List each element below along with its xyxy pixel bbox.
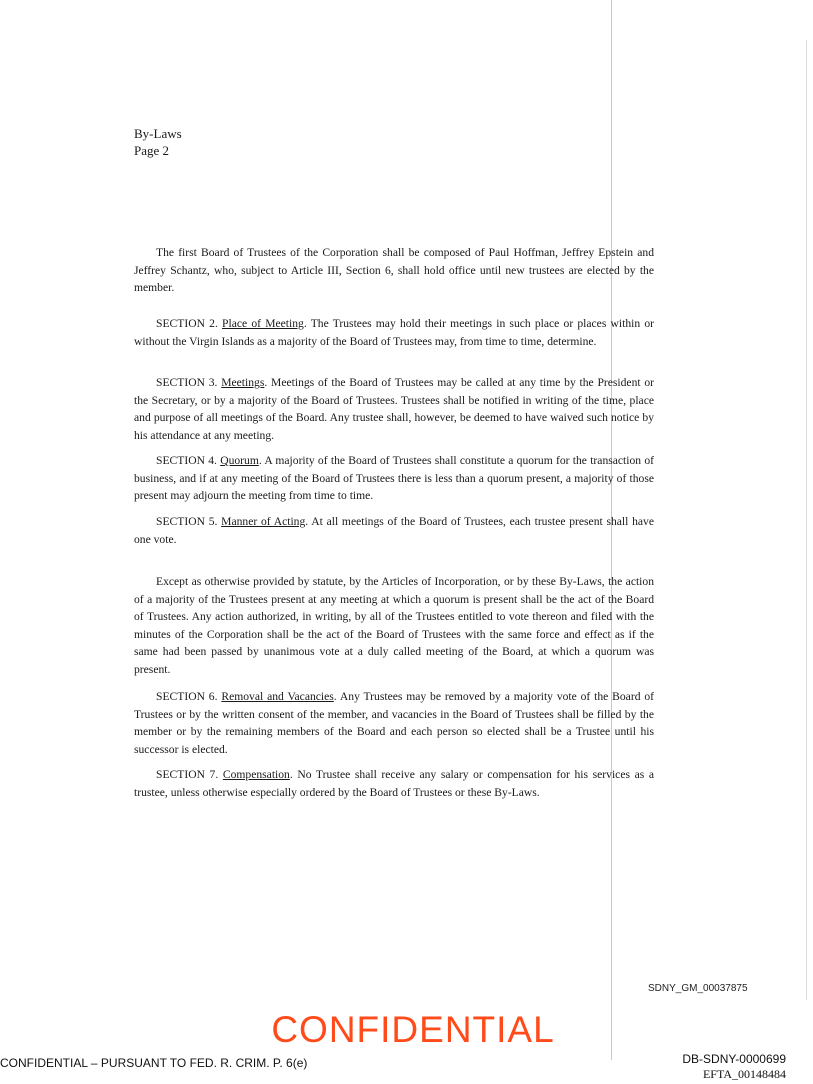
confidential-stamp: CONFIDENTIAL xyxy=(271,1009,555,1050)
section-number: SECTION 6. xyxy=(156,690,218,703)
section-title: Place of Meeting xyxy=(222,317,304,330)
paragraph-section-7: SECTION 7. Compensation. No Trustee shall receive any salary or compensation for his services as a trustee, unless otherwise especially ordered by the Board of Trustees or these By-Laws. xyxy=(134,768,655,799)
footer-confidential-notice: CONFIDENTIAL – PURSUANT TO FED. R. CRIM. P. 6(e) xyxy=(0,1056,308,1070)
scan-edge-line-right xyxy=(806,40,807,1000)
header-title: By-Laws xyxy=(134,126,182,141)
paragraph-section-5: SECTION 5. Manner of Acting. At all meetings of the Board of Trustees, each trustee present shall have one vote. xyxy=(134,515,654,546)
efta-number: EFTA_00148484 xyxy=(702,1067,786,1081)
footer-bates xyxy=(682,1052,786,1082)
paragraph-section-3: SECTION 3. Meetings. Meetings of the Board of Trustees may be called at any time by the President or the Secretary, or by a majority of the Board of Trustees. Trustees shall be notified in writing of the time, place and purpose of all meetings of the Board. Any trustee shall, however, be deemed to have waived such notice by his attendance at any meeting. xyxy=(134,376,655,442)
paragraph-section-2: SECTION 2. Place of Meeting. The Trustees may hold their meetings in such place or places within or without the Virgin Islands as a majority of the Board of Trustees may, from time to time, determine. xyxy=(134,317,655,348)
section-title: Meetings xyxy=(221,376,265,389)
paragraph-section-5-continued: Except as otherwise provided by statute, by the Articles of Incorporation, or by these By-Laws, the action of a majority of the Trustees present at any meeting at which a quorum is present shall be the act of the Board of Trustees. Any action authorized, in writing, by all of the Trustees entitled to vote thereon and filed with the minutes of the Corporation shall be the act of the Board of Trustees with the same force and effect as if the same had been passed by unanimous vote at a duly called meeting of the Board, at which a quorum was present. xyxy=(134,575,654,676)
section-number: SECTION 4. xyxy=(156,454,217,467)
document-header xyxy=(134,125,182,159)
section-title: Quorum xyxy=(220,454,259,467)
paragraph-section-4: SECTION 4. Quorum. A majority of the Board of Trustees shall constitute a quorum for the transaction of business, and if at any meeting of the Board of Trustees there is less than a quorum present, a majority of those present may adjourn the meeting from time to time. xyxy=(134,454,655,502)
section-title: Manner of Acting xyxy=(221,515,306,528)
bates-number-gm: SDNY_GM_00037875 xyxy=(648,983,748,994)
section-number: SECTION 7. xyxy=(156,768,219,781)
section-title: Removal and Vacancies xyxy=(221,690,334,703)
bates-number-db: DB-SDNY-0000699 xyxy=(682,1052,786,1066)
header-page: Page 2 xyxy=(134,143,170,158)
section-title: Compensation xyxy=(222,768,290,781)
paragraph-initial-board: The first Board of Trustees of the Corporation shall be composed of Paul Hoffman, Jeffrey Epstein and Jeffrey Schantz, who, subject to Article III, Section 6, shall hold office until new trustees are elected by the member. xyxy=(134,246,654,294)
section-number: SECTION 3. xyxy=(156,376,218,389)
paragraph-section-6: SECTION 6. Removal and Vacancies. Any Trustees may be removed by a majority vote of the Board of Trustees or by the written consent of the member, and vacancies in the Board of Trustees shall be filled by the member or by the remaining members of the Board and each person so elected shall be a Trustee until his successor is elected. xyxy=(134,690,654,756)
section-number: SECTION 5. xyxy=(156,515,218,528)
section-number: SECTION 2. xyxy=(156,317,218,330)
